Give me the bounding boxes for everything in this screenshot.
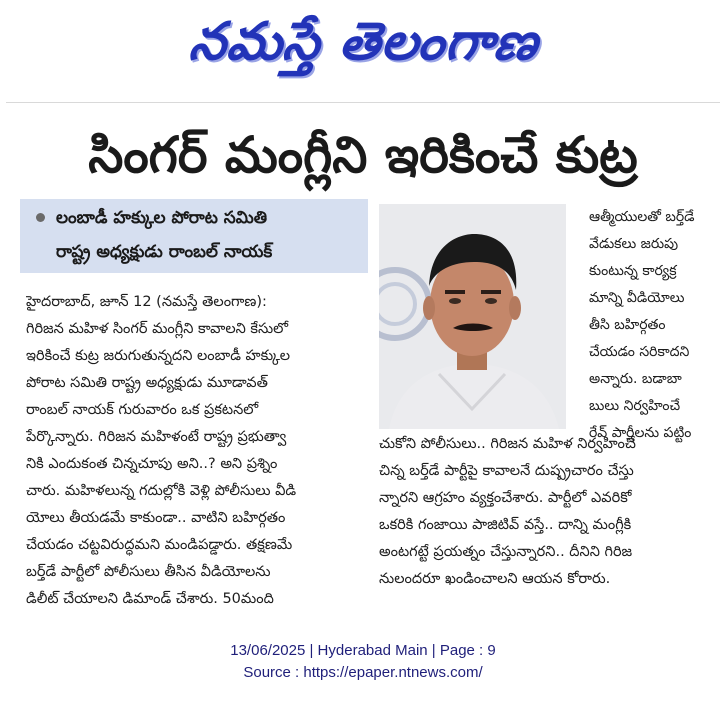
portrait-illustration (379, 204, 566, 429)
body-line: చేయడం చట్టవిరుద్ధమని మండిపడ్డారు. తక్షణమే (26, 537, 293, 553)
body-line: తీసి బహిర్గతం (589, 317, 666, 333)
masthead-logo: నమస్తే తెలంగాణ (186, 11, 542, 72)
body-line: పేర్కొన్నారు. గిరిజన మహిళంటే రాష్ట్ర ప్రభుత్వా (26, 429, 287, 445)
portrait-photo-icon (379, 204, 566, 429)
subheading-box (20, 199, 368, 273)
body-line: గిరిజన మహిళ సింగర్ మంగ్లీని కావాలని కేసులో (26, 321, 289, 337)
body-line: చేయడం సరికాదని (589, 344, 690, 360)
body-line: డిలీట్ చేయాలని డిమాండ్ చేశారు. 50మంది (26, 591, 274, 607)
subheading-line-2: రాష్ట్ర అధ్యక్షుడు రాంబల్ నాయక్ (56, 242, 273, 262)
body-line: న్నారని ఆగ్రహం వ్యక్తంచేశారు. పార్టీలో ఎవరికో (379, 490, 632, 506)
body-line: ఆత్మీయులతో బర్త్‌డే (589, 209, 695, 225)
subheading-line-1: లంబాడీ హక్కుల పోరాట సమితి (56, 208, 267, 228)
body-line: మాన్ని వీడియోలు (589, 290, 685, 306)
body-line: అన్నారు. బడాబా (589, 371, 682, 387)
body-line: బులు నిర్వహించే (589, 398, 681, 414)
article-body-bottom (379, 431, 717, 593)
masthead (0, 0, 726, 96)
footer-date-edition: 13/06/2025 | Hyderabad Main | Page : 9 (230, 642, 496, 659)
body-line: హైదరాబాద్, జూన్ 12 (నమస్తే తెలంగాణ): (26, 294, 267, 310)
article-body-left (26, 289, 370, 613)
body-line: పోరాట సమితి రాష్ట్ర అధ్యక్షుడు మూడావత్ (26, 375, 268, 391)
body-line: కుంటున్న కార్యక్ర (589, 263, 677, 279)
article-body-right (589, 204, 715, 447)
body-line: యోలు తీయడమే కాకుండా.. వాటిని బహిర్గతం (26, 510, 286, 526)
body-line: ఒకరికి గంజాయి పాజిటివ్ వస్తే.. దాన్ని మంగ్లీకి (379, 517, 632, 533)
bullet-dot-icon (36, 213, 45, 222)
body-line: అంటగట్టే ప్రయత్నం చేస్తున్నారని.. దీనిని గిరిజ (379, 544, 633, 560)
body-line: వేడుకలు జరుపు (589, 236, 679, 252)
body-line: నికి ఎందుకంత చిన్నచూపు అని..? అని ప్రశ్నిం (26, 456, 278, 472)
masthead-divider (6, 102, 720, 103)
body-line: రాంబల్ నాయక్ గురువారం ఒక ప్రకటనలో (26, 402, 259, 418)
body-line: బర్త్‌డే పార్టీలో పోలీసులు తీసిన వీడియోలను (26, 564, 271, 580)
body-line: చిన్న బర్త్‌డే పార్టీపై కావాలనే దుష్ప్రచారం చేస్తు (379, 463, 634, 479)
body-line: రేవ్ పార్టీలను పట్టిం (589, 425, 692, 441)
body-line: ఇరికించే కుట్ర జరుగుతున్నదని లంబాడీ హక్కుల (26, 348, 291, 364)
footer (0, 640, 726, 684)
body-line: నులందరూ ఖండించాలని ఆయన కోరారు. (379, 571, 611, 587)
headline: సింగర్ మంగ్లీని ఇరికించే కుట్ర (88, 126, 638, 184)
footer-source: Source : https://epaper.ntnews.com/ (243, 664, 483, 681)
body-line: చుకోని పోలీసులు.. గిరిజన మహిళ నిర్వహించే (379, 436, 636, 452)
body-line: చారు. మహిళలున్న గదుల్లోకి వెళ్లి పోలీసులు వీడి (26, 483, 297, 499)
